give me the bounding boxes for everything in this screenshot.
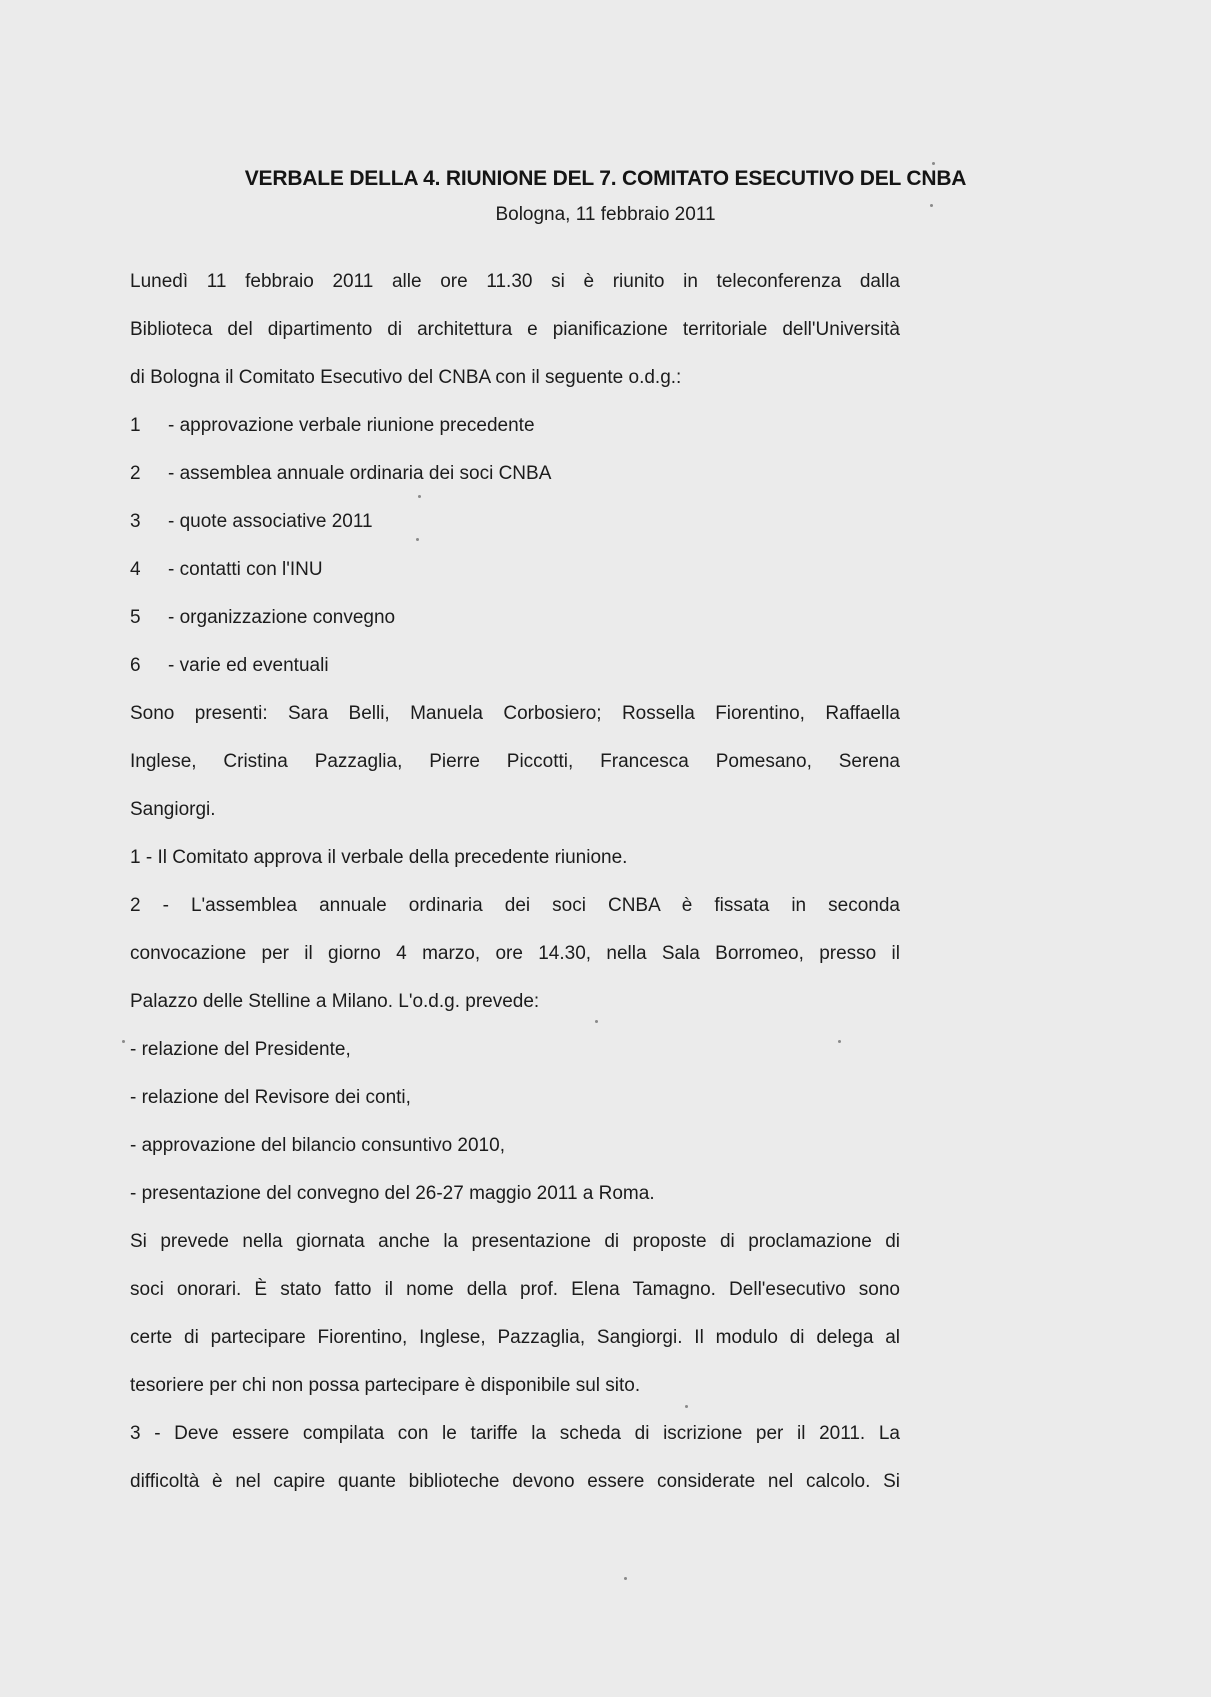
scan-speck xyxy=(930,204,933,207)
agenda-number: 3 xyxy=(130,511,141,532)
scan-speck xyxy=(122,1040,125,1043)
agenda-item xyxy=(130,450,900,498)
item1-paragraph: 1 - Il Comitato approva il verbale della precedente riunione. xyxy=(130,847,628,868)
agenda-number: 2 xyxy=(130,463,141,484)
scan-speck xyxy=(624,1577,627,1580)
agenda-text: - varie ed eventuali xyxy=(168,655,329,676)
text-line: soci onorari. È stato fatto il nome della prof. Elena Tamagno. Dell'esecutivo sono xyxy=(130,1279,900,1300)
list-item: - approvazione del bilancio consuntivo 2010, xyxy=(130,1135,505,1156)
agenda-text: - assemblea annuale ordinaria dei soci CNBA xyxy=(168,463,552,484)
agenda-text: - approvazione verbale riunione precedente xyxy=(168,415,535,436)
text-line: 2 - L'assemblea annuale ordinaria dei soci CNBA è fissata in seconda xyxy=(130,895,900,916)
scan-speck xyxy=(932,162,935,165)
text-line: Si prevede nella giornata anche la presentazione di proposte di proclamazione di xyxy=(130,1231,900,1252)
agenda-number: 6 xyxy=(130,655,141,676)
agenda-item xyxy=(130,402,900,450)
agenda-text: - quote associative 2011 xyxy=(168,511,373,532)
agenda-item xyxy=(130,546,900,594)
text-line: Palazzo delle Stelline a Milano. L'o.d.g. prevede: xyxy=(130,991,540,1012)
text-line: Biblioteca del dipartimento di architettura e pianificazione territoriale dell'Università xyxy=(130,319,900,340)
agenda-number: 5 xyxy=(130,607,141,628)
text-line: Sono presenti: Sara Belli, Manuela Corbosiero; Rossella Fiorentino, Raffaella xyxy=(130,703,900,724)
item2-continuation xyxy=(130,1218,900,1410)
text-line: Inglese, Cristina Pazzaglia, Pierre Piccotti, Francesca Pomesano, Serena xyxy=(130,751,900,772)
list-item: - relazione del Revisore dei conti, xyxy=(130,1087,411,1108)
agenda-item xyxy=(130,498,900,546)
text-line: certe di partecipare Fiorentino, Inglese, Pazzaglia, Sangiorgi. Il modulo di delega al xyxy=(130,1327,900,1348)
text-line: Sangiorgi. xyxy=(130,799,216,820)
document-title: VERBALE DELLA 4. RIUNIONE DEL 7. COMITATO ESECUTIVO DEL CNBA xyxy=(244,167,967,190)
agenda-text: - organizzazione convegno xyxy=(168,607,396,628)
document-body xyxy=(130,258,900,1506)
agenda-text: - contatti con l'INU xyxy=(168,559,323,580)
scan-speck xyxy=(595,1020,598,1023)
attendees-paragraph xyxy=(130,690,900,834)
text-line: difficoltà è nel capire quante biblioteche devono essere considerate nel calcolo. Si xyxy=(130,1471,900,1492)
intro-paragraph xyxy=(130,258,900,402)
item2-list xyxy=(130,1026,900,1218)
agenda-item xyxy=(130,594,900,642)
item3-paragraph xyxy=(130,1410,900,1506)
list-item: - relazione del Presidente, xyxy=(130,1039,351,1060)
document-subtitle: Bologna, 11 febbraio 2011 xyxy=(495,204,716,225)
agenda-item xyxy=(130,642,900,690)
text-line: tesoriere per chi non possa partecipare è disponibile sul sito. xyxy=(130,1375,641,1396)
text-line: 3 - Deve essere compilata con le tariffe la scheda di iscrizione per il 2011. La xyxy=(130,1423,900,1444)
agenda-number: 4 xyxy=(130,559,141,580)
agenda-number: 1 xyxy=(130,415,141,436)
scan-speck xyxy=(838,1040,841,1043)
text-line: Lunedì 11 febbraio 2011 alle ore 11.30 si è riunito in teleconferenza dalla xyxy=(130,271,900,292)
text-line: di Bologna il Comitato Esecutivo del CNBA con il seguente o.d.g.: xyxy=(130,367,682,388)
item2-paragraph xyxy=(130,882,900,1026)
scan-speck xyxy=(418,495,421,498)
scan-speck xyxy=(416,538,419,541)
list-item: - presentazione del convegno del 26-27 maggio 2011 a Roma. xyxy=(130,1183,655,1204)
scan-speck xyxy=(685,1405,688,1408)
text-line: convocazione per il giorno 4 marzo, ore 14.30, nella Sala Borromeo, presso il xyxy=(130,943,900,964)
agenda-list xyxy=(130,402,900,690)
